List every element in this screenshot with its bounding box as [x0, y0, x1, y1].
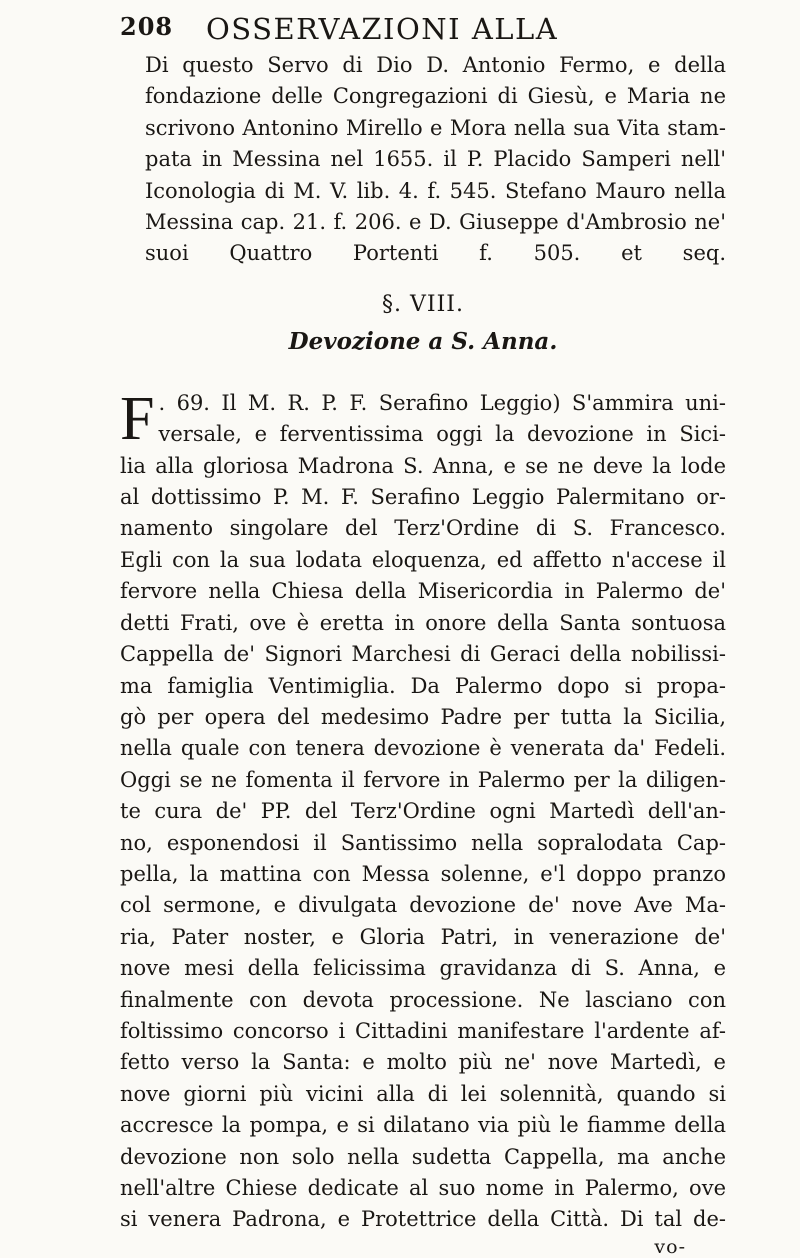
- text-line: al dottissimo P. M. F. Serafino Leggio Palermitano or-: [120, 485, 726, 510]
- text-line: Oggi se ne fomenta il fervore in Palermo per la diligen-: [120, 767, 726, 792]
- text-line: fondazione delle Congregazioni di Giesù, e Maria ne: [145, 84, 726, 109]
- text-line: nell'altre Chiese dedicate al suo nome in Palermo, ove: [120, 1176, 726, 1200]
- section-title: Devozione a S. Anna.: [288, 327, 558, 355]
- text-line: accresce la pompa, e si dilatano via più le fiamme della: [120, 1113, 726, 1138]
- text-line: pata in Messina nel 1655. il P. Placido Samperi nell': [145, 147, 726, 172]
- text-line: Messina cap. 21. f. 206. e D. Giuseppe d'Ambrosio ne': [145, 210, 726, 235]
- page-header: [120, 12, 726, 48]
- text-line: scrivono Antonino Mirello e Mora nella sua Vita stam-: [145, 115, 726, 140]
- text-line: col sermone, e divulgata devozione de' nove Ave Ma-: [120, 893, 726, 918]
- text-line: Egli con la sua lodata eloquenza, ed affetto n'accese il: [120, 547, 726, 572]
- paragraph-1: [120, 50, 726, 270]
- text-line: si venera Padrona, e Protettrice della Città. Di tal de-: [120, 1207, 726, 1232]
- text-line: . 69. Il M. R. P. F. Serafino Leggio) S'ammira uni-: [158, 390, 726, 415]
- text-line: te cura de' PP. del Terz'Ordine ogni Martedì dell'an-: [120, 799, 726, 824]
- text-line: Cappella de' Signori Marchesi di Geraci della nobilissi-: [120, 642, 726, 667]
- text-line: nove giorni più vicini alla di lei solennità, quando si: [120, 1081, 726, 1106]
- text-line: pella, la mattina con Messa solenne, e'l doppo pranzo: [120, 861, 726, 886]
- text-line: gò per opera del medesimo Padre per tutta la Sicilia,: [120, 704, 726, 729]
- page-number: 208: [120, 12, 174, 41]
- text-line: devozione non solo nella sudetta Cappella, ma anche: [120, 1144, 726, 1169]
- section-number: §. VIII.: [382, 291, 464, 317]
- text-line: finalmente con devota processione. Ne lasciano con: [120, 987, 726, 1012]
- text-line: ria, Pater noster, e Gloria Patri, in venerazione de': [120, 924, 726, 949]
- text-line: no, esponendosi il Santissimo nella sopralodata Cap-: [120, 830, 726, 855]
- text-line: versale, e ferventissima oggi la devozione in Sici-: [158, 422, 726, 447]
- text-line: suoi Quattro Portenti f. 505. et seq.: [145, 241, 726, 266]
- text-line: fetto verso la Santa: e molto più ne' nove Martedì, e: [120, 1050, 726, 1075]
- text-line: Iconologia di M. V. lib. 4. f. 545. Stefano Mauro nella: [145, 178, 726, 203]
- text-line: nove mesi della felicissima gravidanza di S. Anna, e: [120, 956, 726, 981]
- text-line: ma famiglia Ventimiglia. Da Palermo dopo si propa-: [120, 673, 726, 698]
- running-head: OSSERVAZIONI ALLA: [206, 12, 559, 46]
- text-line: lia alla gloriosa Madrona S. Anna, e se ne deve la lode: [120, 453, 726, 478]
- text-line: nella quale con tenera devozione è venerata da' Fedeli.: [120, 736, 726, 761]
- text-line: foltissimo concorso i Cittadini manifestare l'ardente af-: [120, 1018, 726, 1043]
- text-line: detti Frati, ove è eretta in onore della Santa sontuosa: [120, 610, 726, 635]
- text-line: fervore nella Chiesa della Misericordia in Palermo de': [120, 579, 726, 604]
- catchword: vo-: [654, 1235, 686, 1258]
- paragraph-2: [120, 384, 726, 1236]
- text-line: namento singolare del Terz'Ordine di S. Francesco.: [120, 516, 726, 541]
- drop-cap: F: [120, 384, 155, 453]
- book-page: [120, 12, 726, 1258]
- text-line: Di questo Servo di Dio D. Antonio Fermo, e della: [145, 53, 726, 77]
